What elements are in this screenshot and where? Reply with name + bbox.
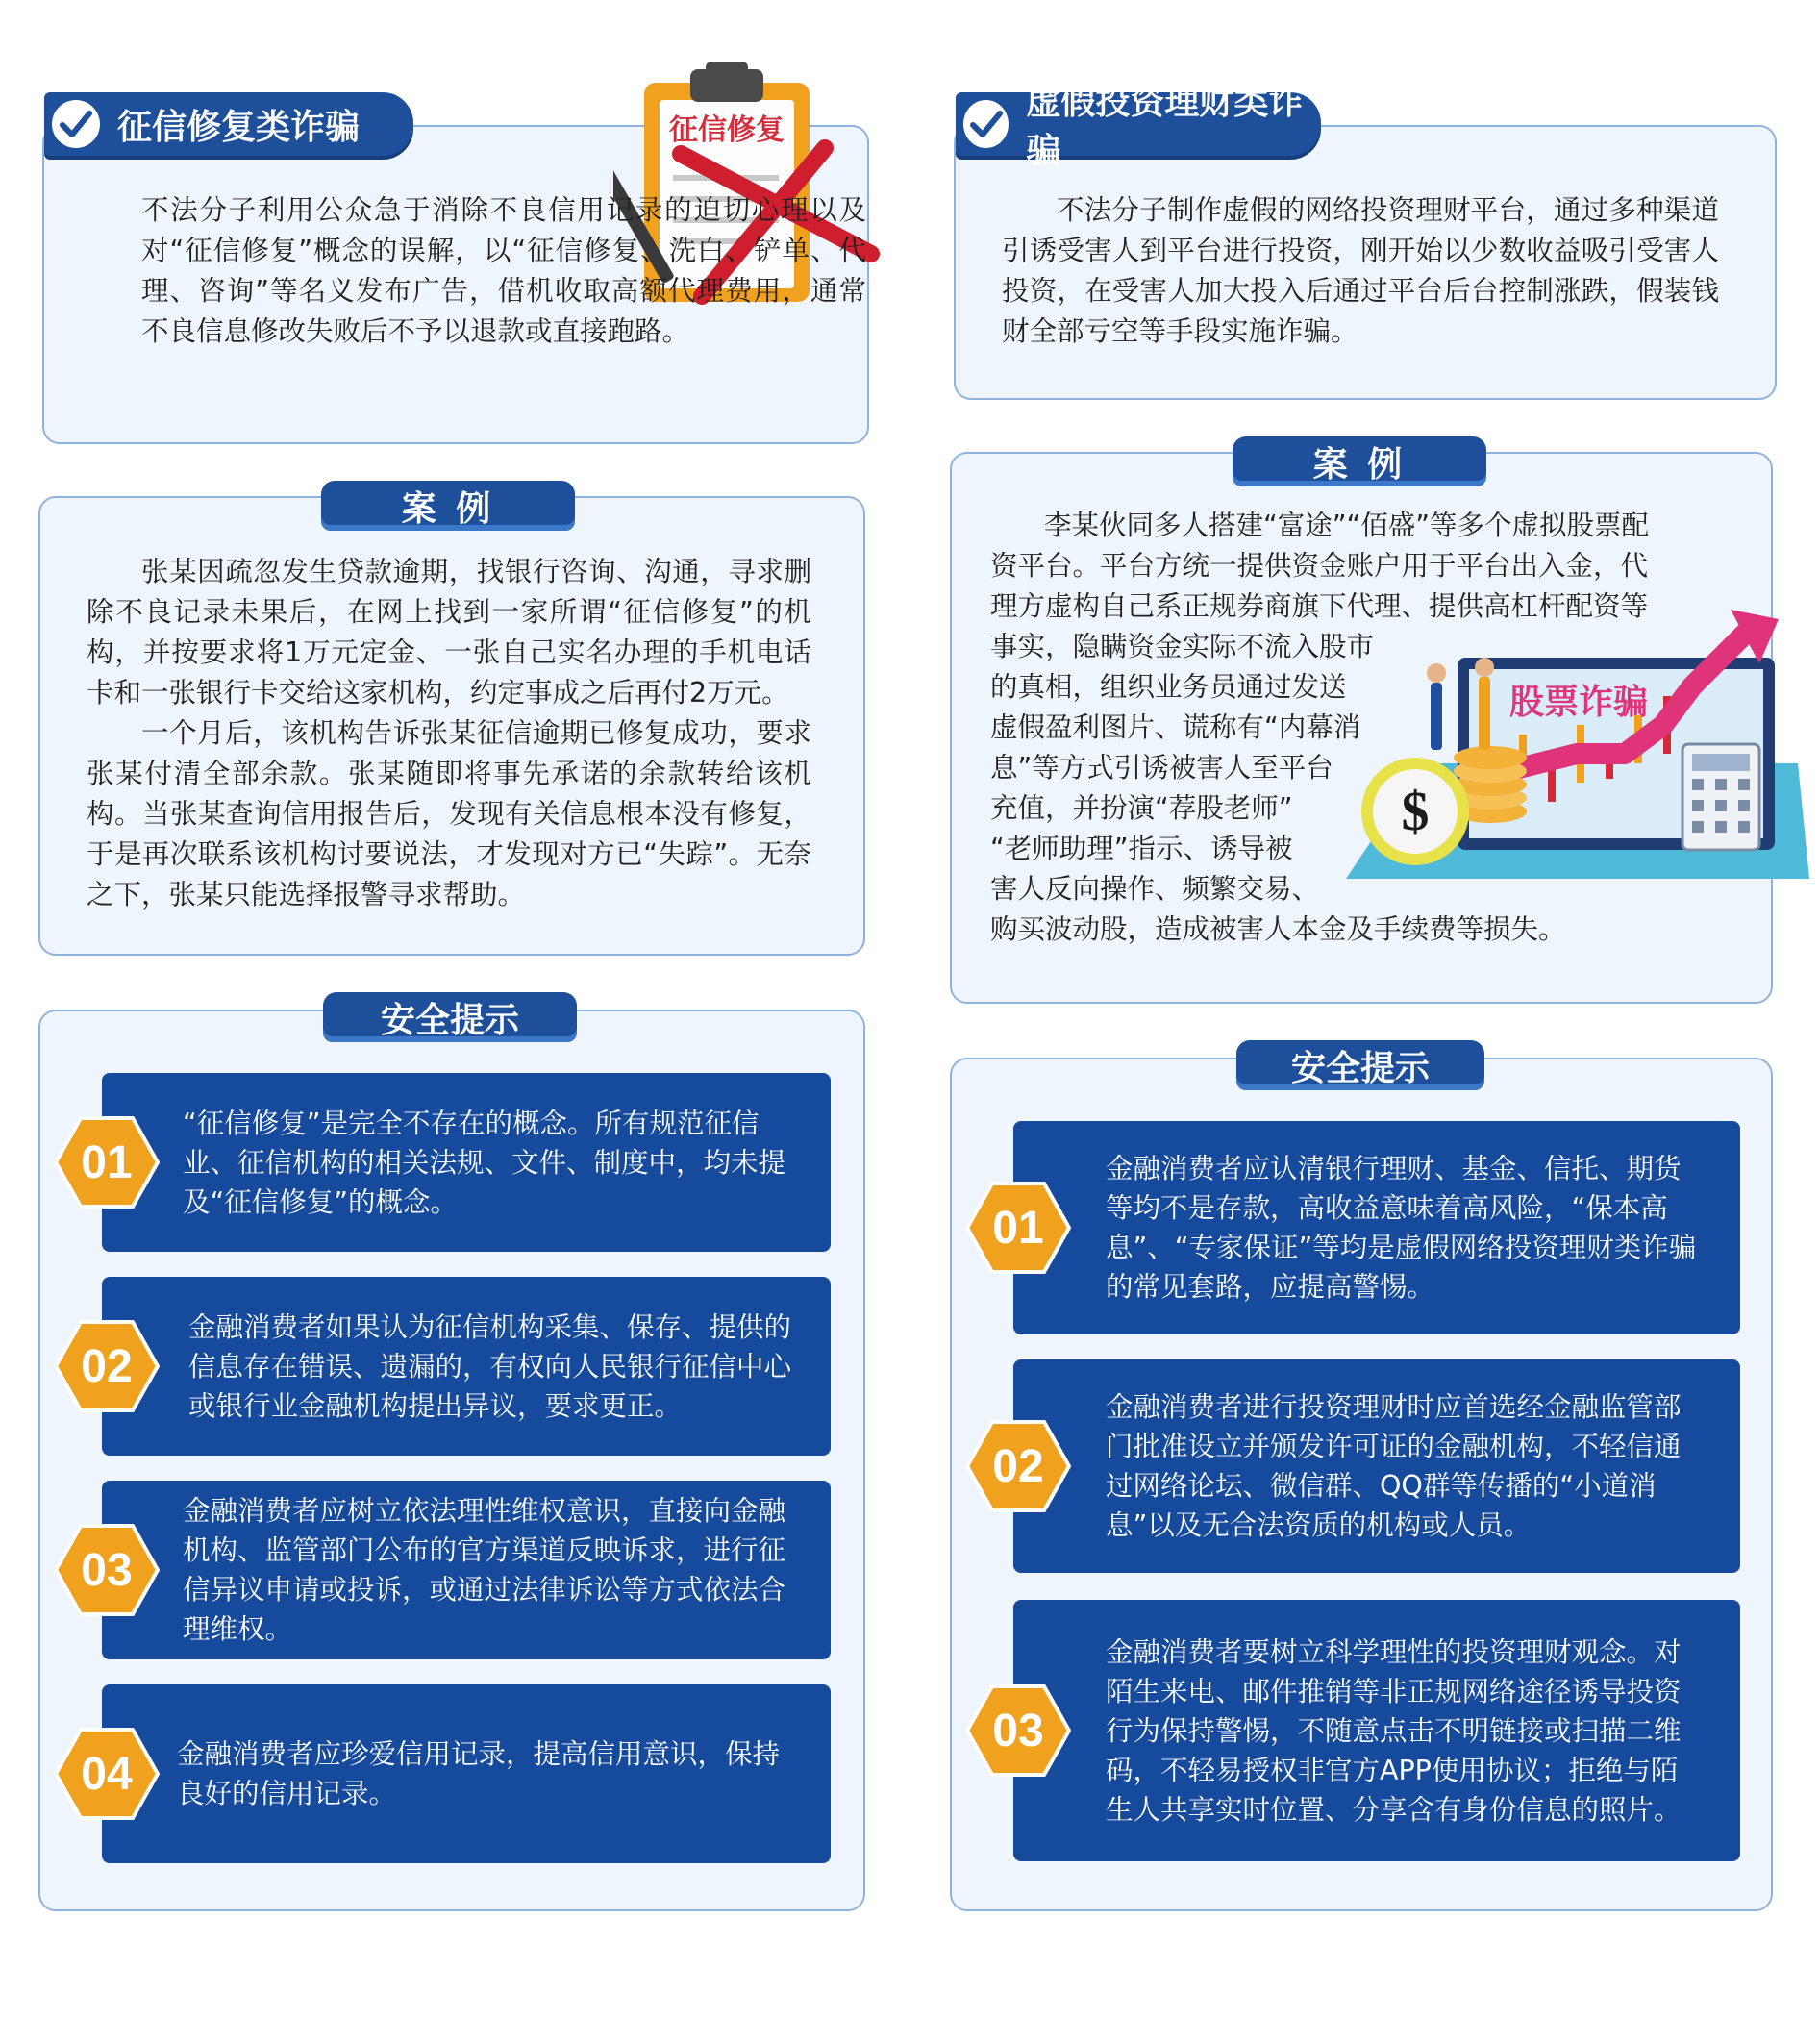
- tip-text: 金融消费者要树立科学理性的投资理财观念。对陌生来电、邮件推销等非正规网络途径诱导投资行为保持警惕，不随意点击不明链接或扫描二维码，不轻易授权非官方APP使用协议；拒绝与陌生人共享实时位置、分享含有身份信息的照片。: [1106, 1635, 1682, 1826]
- tip-number-badge: [54, 1524, 160, 1616]
- dollar-coin-icon: $: [1401, 780, 1430, 842]
- right-case-line: “老师助理”指示、诱导被: [990, 833, 1293, 864]
- tip-number: 02: [992, 1440, 1044, 1492]
- tip-number: 01: [81, 1136, 133, 1188]
- left-intro-text: [87, 190, 866, 352]
- tip-number-badge: [54, 1116, 160, 1209]
- right-case-line: 息”等方式引诱被害人至平台: [990, 752, 1333, 784]
- right-case-line: 的真相，组织业务员通过发送: [990, 671, 1347, 703]
- left-tips-tab: 安全提示: [323, 992, 577, 1042]
- right-header-pill: [956, 83, 1321, 171]
- tip-card: [102, 1073, 831, 1252]
- right-case-line: 害人反向操作、频繁交易、: [990, 873, 1320, 905]
- tip-number: 02: [81, 1340, 133, 1392]
- tip-text: 金融消费者应珍爱信用记录，提高信用意识，保持良好的信用记录。: [177, 1738, 781, 1809]
- tip-text: “征信修复”是完全不存在的概念。所有规范征信业、征信机构的相关法规、文件、制度中，均未提及“征信修复”的概念。: [183, 1107, 786, 1218]
- tip-text: 金融消费者应树立依法理性维权意识，直接向金融机构、监管部门公布的官方渠道反映诉求，进行征信异议申请或投诉，或通过法律诉讼等方式依法合理维权。: [183, 1495, 786, 1645]
- right-case-line: 李某伙同多人搭建“富途”“佰盛”等多个虚拟股票配: [1044, 510, 1650, 541]
- tip-number-badge: [54, 1320, 160, 1412]
- tip-text: 金融消费者应认清银行理财、基金、信托、期货等均不是存款，高收益意味着高风险，“保本高息”、“专家保证”等均是虚假网络投资理财类诈骗的常见套路，应提高警惕。: [1106, 1153, 1697, 1303]
- right-case-line: 事实，隐瞒资金实际不流入股市: [990, 631, 1375, 662]
- left-intro-paragraph: 不法分子利用公众急于消除不良信用记录的迫切心理以及对“征信修复”概念的误解，以“征信修复、洗白、铲单、代理、咨询”等名义发布广告，借机收取高额代理费用，通常不良信息修改失败后不予以退款或直接跑路。: [141, 194, 866, 347]
- tip-number-badge: [965, 1182, 1071, 1274]
- left-case-paragraph-1: 张某因疏忽发生贷款逾期，找银行咨询、沟通，寻求删除不良记录未果后，在网上找到一家所谓“征信修复”的机构，并按要求将1万元定金、一张自己实名办理的手机电话卡和一张银行卡交给这家机构，约定事成之后再付2万元。: [87, 556, 811, 709]
- tip-number: 03: [992, 1705, 1044, 1757]
- right-tips-tab: 安全提示: [1236, 1040, 1484, 1090]
- right-header-title: 虚假投资理财类诈骗: [1026, 83, 1304, 171]
- tip-text: 金融消费者如果认为征信机构采集、保存、提供的信息存在错误、遗漏的，有权向人民银行征信中心或银行业金融机构提出异议，要求更正。: [188, 1310, 792, 1422]
- right-case-line: 充值，并扮演“荐股老师”: [990, 792, 1293, 824]
- check-icon: [52, 100, 100, 148]
- right-case-line: 理方虚构自己系正规券商旗下代理、提供高杠杆配资等: [990, 590, 1649, 622]
- tip-card: [1013, 1121, 1740, 1334]
- right-intro-text: [1002, 190, 1719, 352]
- tip-card: [102, 1684, 831, 1863]
- tip-number-badge: [54, 1728, 160, 1820]
- right-case-line: 购买波动股，造成被害人本金及手续费等损失。: [990, 913, 1566, 945]
- left-case-paragraph-2: 一个月后，该机构告诉张某征信逾期已修复成功，要求张某付清全部余款。张某随即将事先承诺的余款转给该机构。当张某查询信用报告后，发现有关信息根本没有修复，于是再次联系该机构讨要说法，才发现对方已“失踪”。无奈之下，张某只能选择报警寻求帮助。: [87, 717, 811, 910]
- right-intro-paragraph: 不法分子制作虚假的网络投资理财平台，通过多种渠道引诱受害人到平台进行投资，刚开始以少数收益吸引受害人投资，在受害人加大投入后通过平台后台控制涨跌，假装钱财全部亏空等手段实施诈骗。: [1002, 194, 1719, 347]
- right-case-tab: 案 例: [1233, 436, 1486, 486]
- tip-number: 03: [81, 1544, 133, 1596]
- tip-number: 04: [81, 1748, 133, 1800]
- tip-card: [1013, 1600, 1740, 1861]
- tip-number-badge: [965, 1684, 1071, 1777]
- check-icon: [963, 100, 1009, 148]
- tip-card: [1013, 1359, 1740, 1573]
- tip-text: 金融消费者进行投资理财时应首选经金融监管部门批准设立并颁发许可证的金融机构，不轻信通过网络论坛、微信群、QQ群等传播的“小道消息”以及无合法资质的机构或人员。: [1106, 1391, 1682, 1541]
- tip-number: 01: [992, 1202, 1044, 1254]
- stock-fraud-label: 股票诈骗: [1509, 683, 1649, 722]
- tip-number-badge: [965, 1420, 1071, 1512]
- right-case-line: 资平台。平台方统一提供资金账户用于平台出入金，代: [990, 550, 1649, 582]
- clipboard-label: 征信修复: [669, 113, 785, 147]
- right-case-text: [990, 506, 1740, 950]
- left-header-pill: [44, 92, 413, 156]
- left-case-text: [87, 552, 811, 915]
- left-case-tab: 案 例: [321, 481, 575, 531]
- tip-card: [102, 1277, 831, 1456]
- tip-card: [102, 1481, 831, 1659]
- right-case-line: 虚假盈利图片、谎称有“内幕消: [990, 711, 1361, 743]
- left-header-title: 征信修复类诈骗: [117, 107, 361, 147]
